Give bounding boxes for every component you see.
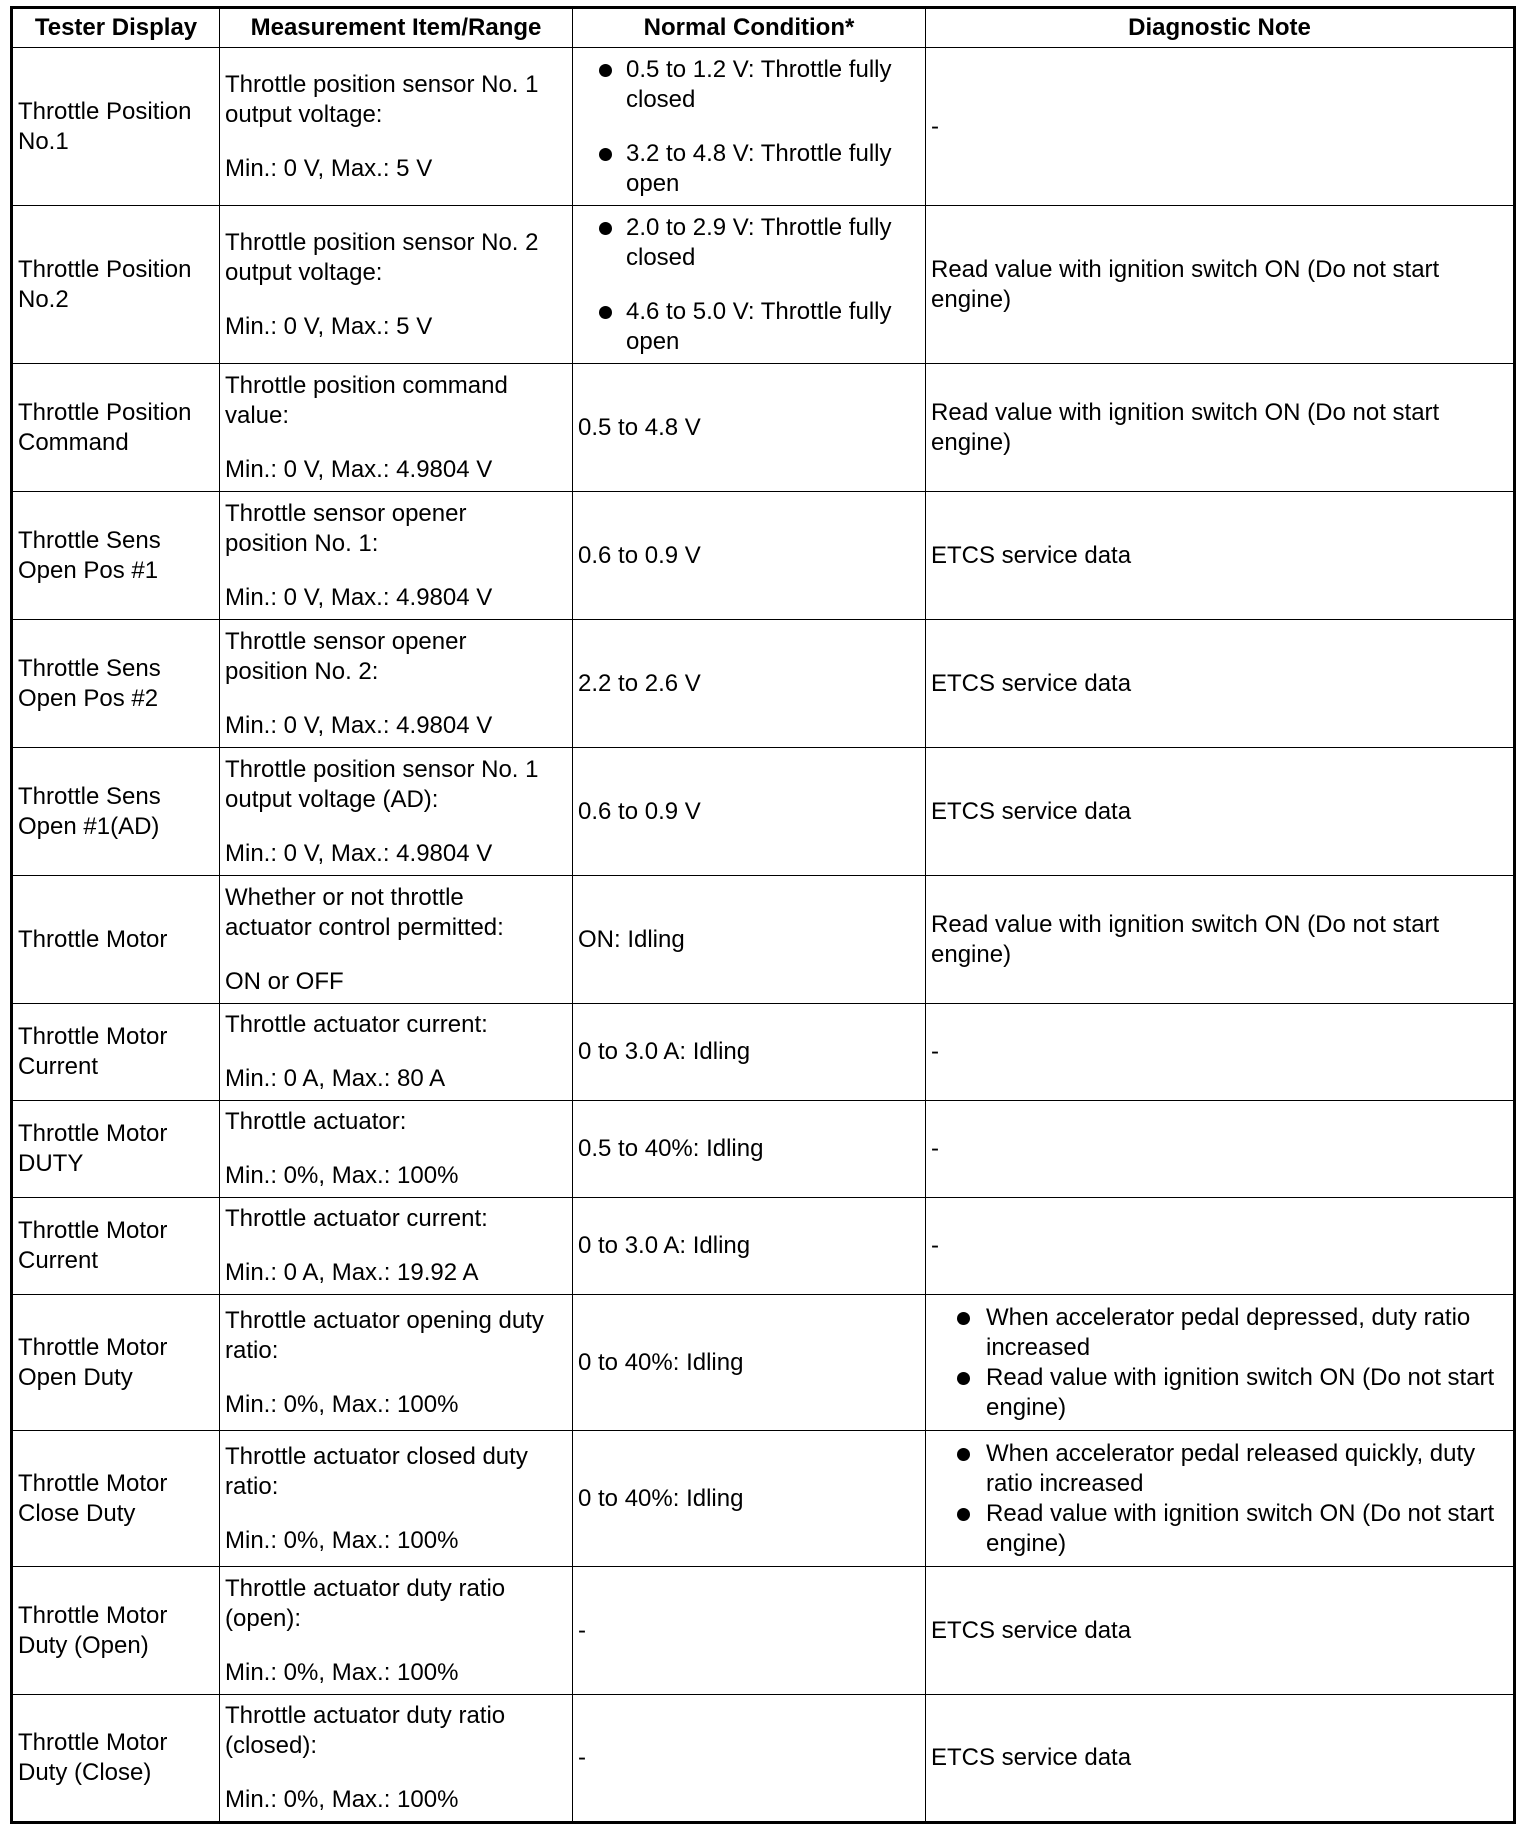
tester-display-cell [12,620,220,748]
item-line: (open): [225,1604,302,1632]
item-line: Throttle sensor opener [225,627,467,655]
bullet-item: When accelerator pedal depressed, duty ratio increased [931,1303,1508,1363]
bullet-item: Read value with ignition switch ON (Do not start engine) [931,1499,1508,1559]
normal-condition-cell: 0 to 40%: Idling [573,1295,926,1431]
table-row [12,876,1515,1004]
display-line: Throttle Motor [18,1729,168,1756]
display-line: Open Pos #1 [18,556,159,584]
table-row [12,1567,1515,1695]
measurement-cell [220,1567,573,1695]
item-line: output voltage: [225,100,383,128]
measurement-cell [220,620,573,748]
data-list-table [10,6,1516,1824]
bullet-item: 0.5 to 1.2 V: Throttle fully closed [578,55,920,115]
display-line: Open Pos #2 [18,684,159,712]
display-line: Throttle Sens [18,526,161,554]
diagnostic-note-cell [926,1431,1515,1567]
tester-display-cell [12,1004,220,1101]
header-tester-display: Tester Display [12,8,220,48]
tester-display-cell [12,748,220,876]
range-text: Min.: 0 V, Max.: 4.9804 V [225,455,493,483]
normal-condition-cell: 0 to 40%: Idling [573,1431,926,1567]
diagnostic-note-cell: ETCS service data [926,1567,1515,1695]
display-line: No.2 [18,285,69,313]
normal-condition-cell: - [573,1695,926,1823]
display-line: Command [18,428,129,456]
normal-condition-cell: - [573,1567,926,1695]
item-line: position No. 2: [225,657,379,685]
diagnostic-note-cell: Read value with ignition switch ON (Do not start engine) [926,206,1515,364]
item-line: Throttle actuator: [225,1108,407,1135]
normal-condition-cell [573,48,926,206]
display-line: Throttle Motor [18,1023,168,1050]
display-line: Throttle Motor [18,925,168,953]
range-text: Min.: 0 V, Max.: 4.9804 V [225,839,493,867]
diagnostic-note-cell [926,1295,1515,1431]
range-text: Min.: 0 V, Max.: 4.9804 V [225,711,493,739]
measurement-cell [220,492,573,620]
measurement-cell [220,1101,573,1198]
item-line: Throttle position sensor No. 2 [225,228,539,256]
display-line: Current [18,1053,99,1080]
range-text: Min.: 0 A, Max.: 80 A [225,1065,446,1092]
display-line: Throttle Sens [18,782,161,810]
item-line: ratio: [225,1336,279,1364]
display-line: Throttle Motor [18,1217,168,1244]
diagnostic-note-cell: - [926,1004,1515,1101]
display-line: Throttle Motor [18,1601,168,1629]
normal-condition-cell [573,206,926,364]
measurement-cell [220,1295,573,1431]
item-line: Throttle actuator duty ratio [225,1702,506,1729]
range-text: Min.: 0 V, Max.: 4.9804 V [225,583,493,611]
tester-display-cell [12,1431,220,1567]
range-text: Min.: 0 V, Max.: 5 V [225,154,433,182]
header-diagnostic-note: Diagnostic Note [926,8,1515,48]
display-line: Throttle Sens [18,654,161,682]
item-line: Throttle sensor opener [225,499,467,527]
normal-condition-cell: 0.6 to 0.9 V [573,748,926,876]
normal-condition-cell: 0 to 3.0 A: Idling [573,1198,926,1295]
range-text: Min.: 0%, Max.: 100% [225,1786,459,1813]
bullet-item: 4.6 to 5.0 V: Throttle fully open [578,297,920,357]
item-line: actuator control permitted: [225,913,504,941]
bullet-item: Read value with ignition switch ON (Do not start engine) [931,1363,1508,1423]
item-line: Throttle position command [225,371,508,399]
diagnostic-note-cell: ETCS service data [926,1695,1515,1823]
range-text: Min.: 0%, Max.: 100% [225,1162,459,1189]
item-line: value: [225,401,290,429]
measurement-cell [220,1004,573,1101]
range-text: Min.: 0%, Max.: 100% [225,1658,459,1686]
table-row [12,206,1515,364]
diagnostic-note-cell: ETCS service data [926,748,1515,876]
table-row [12,1431,1515,1567]
bullet-item: 3.2 to 4.8 V: Throttle fully open [578,139,920,199]
header-row [12,8,1515,48]
measurement-cell [220,876,573,1004]
display-line: Throttle Position [18,97,192,125]
display-line: Throttle Position [18,255,192,283]
bullet-item: 2.0 to 2.9 V: Throttle fully closed [578,213,920,273]
measurement-cell [220,1695,573,1823]
diagnostic-note-cell: Read value with ignition switch ON (Do not start engine) [926,364,1515,492]
range-text: Min.: 0%, Max.: 100% [225,1526,459,1554]
measurement-cell [220,748,573,876]
tester-display-cell [12,876,220,1004]
range-text: Min.: 0 A, Max.: 19.92 A [225,1259,479,1286]
item-line: Throttle actuator opening duty [225,1306,544,1334]
range-text: ON or OFF [225,967,344,995]
item-line: Whether or not throttle [225,883,464,911]
item-line: output voltage (AD): [225,785,439,813]
table-row [12,492,1515,620]
measurement-cell [220,1431,573,1567]
item-line: output voltage: [225,258,383,286]
header-normal-condition: Normal Condition* [573,8,926,48]
diagnostic-note-cell: - [926,48,1515,206]
display-line: DUTY [18,1150,84,1177]
display-line: Throttle Motor [18,1333,168,1361]
header-measurement-item: Measurement Item/Range [220,8,573,48]
tester-display-cell [12,1101,220,1198]
tester-display-cell [12,1695,220,1823]
normal-condition-cell: 0.6 to 0.9 V [573,492,926,620]
table-row [12,1295,1515,1431]
display-line: Close Duty [18,1499,136,1527]
display-line: Current [18,1247,99,1274]
measurement-cell [220,364,573,492]
normal-condition-cell: ON: Idling [573,876,926,1004]
measurement-cell [220,206,573,364]
item-line: Throttle position sensor No. 1 [225,755,539,783]
measurement-cell [220,1198,573,1295]
normal-condition-cell: 2.2 to 2.6 V [573,620,926,748]
item-line: position No. 1: [225,529,379,557]
normal-condition-cell: 0.5 to 40%: Idling [573,1101,926,1198]
table-row [12,1101,1515,1198]
tester-display-cell [12,1295,220,1431]
table-row [12,748,1515,876]
diagnostic-note-cell: - [926,1198,1515,1295]
display-line: Open #1(AD) [18,812,160,840]
display-line: Throttle Motor [18,1469,168,1497]
measurement-cell [220,48,573,206]
display-line: Throttle Position [18,398,192,426]
item-line: Throttle actuator current: [225,1205,488,1232]
table-row [12,1198,1515,1295]
bullet-item: When accelerator pedal released quickly, duty ratio increased [931,1439,1508,1499]
tester-display-cell [12,492,220,620]
table-row [12,1695,1515,1823]
table-row [12,620,1515,748]
tester-display-cell [12,48,220,206]
table-row [12,48,1515,206]
range-text: Min.: 0%, Max.: 100% [225,1390,459,1418]
tester-display-cell [12,1198,220,1295]
display-line: Duty (Close) [18,1759,152,1786]
table-row [12,364,1515,492]
diagnostic-note-cell: - [926,1101,1515,1198]
normal-condition-cell: 0.5 to 4.8 V [573,364,926,492]
table-row [12,1004,1515,1101]
diagnostic-note-cell: ETCS service data [926,620,1515,748]
item-line: (closed): [225,1732,318,1759]
tester-display-cell [12,206,220,364]
display-line: Throttle Motor [18,1120,168,1147]
item-line: Throttle actuator closed duty [225,1442,528,1470]
item-line: Throttle actuator current: [225,1011,488,1038]
diagnostic-note-cell: Read value with ignition switch ON (Do not start engine) [926,876,1515,1004]
display-line: Open Duty [18,1363,133,1391]
normal-condition-cell: 0 to 3.0 A: Idling [573,1004,926,1101]
item-line: Throttle position sensor No. 1 [225,70,539,98]
item-line: ratio: [225,1472,279,1500]
tester-display-cell [12,1567,220,1695]
item-line: Throttle actuator duty ratio [225,1574,506,1602]
range-text: Min.: 0 V, Max.: 5 V [225,312,433,340]
tester-display-cell [12,364,220,492]
diagnostic-note-cell: ETCS service data [926,492,1515,620]
display-line: Duty (Open) [18,1631,149,1659]
display-line: No.1 [18,127,69,155]
